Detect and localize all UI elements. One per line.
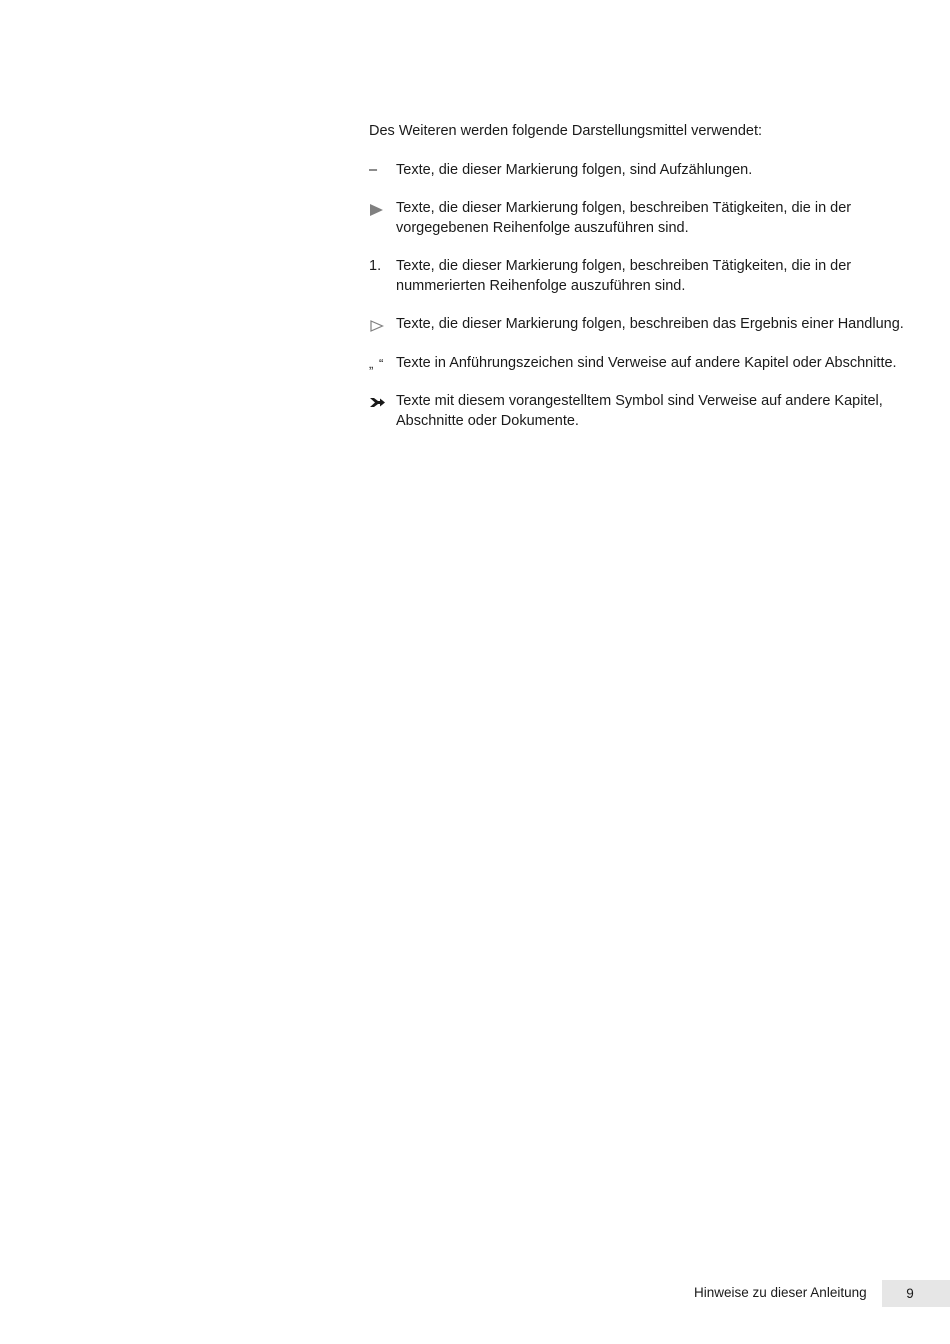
list-item-dash: [369, 161, 909, 181]
filled-triangle-icon: [369, 199, 396, 238]
outline-triangle-icon: [369, 315, 396, 335]
list-item-text: Texte, die dieser Markierung folgen, beschreiben Tätigkeiten, die in der vorgegebenen Reihenfolge auszuführen sind.: [396, 200, 852, 236]
list-item-numbered: [369, 257, 909, 296]
intro-text: Des Weiteren werden folgende Darstellungsmittel verwendet:: [369, 123, 763, 139]
quotation-marks-icon: „ “: [369, 355, 385, 371]
list-item-reference: [369, 392, 909, 431]
list-item-action: [369, 199, 909, 238]
list-item-text: Texte mit diesem vorangestelltem Symbol sind Verweise auf andere Kapitel, Abschnitte oder Dokumente.: [396, 393, 883, 429]
list-item-result: [369, 315, 909, 335]
page-number-box: [882, 1280, 950, 1307]
number-marker: 1.: [369, 258, 382, 274]
page-number: 9: [906, 1286, 914, 1301]
list-item-text: Texte, die dieser Markierung folgen, beschreiben das Ergebnis einer Handlung.: [396, 316, 904, 332]
list-item-text: Texte, die dieser Markierung folgen, beschreiben Tätigkeiten, die in der nummerierten Reihenfolge auszuführen sind.: [396, 258, 852, 294]
dash-bullet-icon: –: [369, 161, 378, 178]
list-item-quotes: [369, 354, 909, 374]
list-item-text: Texte, die dieser Markierung folgen, sind Aufzählungen.: [396, 161, 753, 178]
footer-section-title: Hinweise zu dieser Anleitung: [694, 1285, 867, 1300]
list-item-text: Texte in Anführungszeichen sind Verweise auf andere Kapitel oder Abschnitte.: [396, 354, 897, 371]
main-content: [369, 122, 909, 450]
reference-arrow-icon: [369, 392, 396, 431]
